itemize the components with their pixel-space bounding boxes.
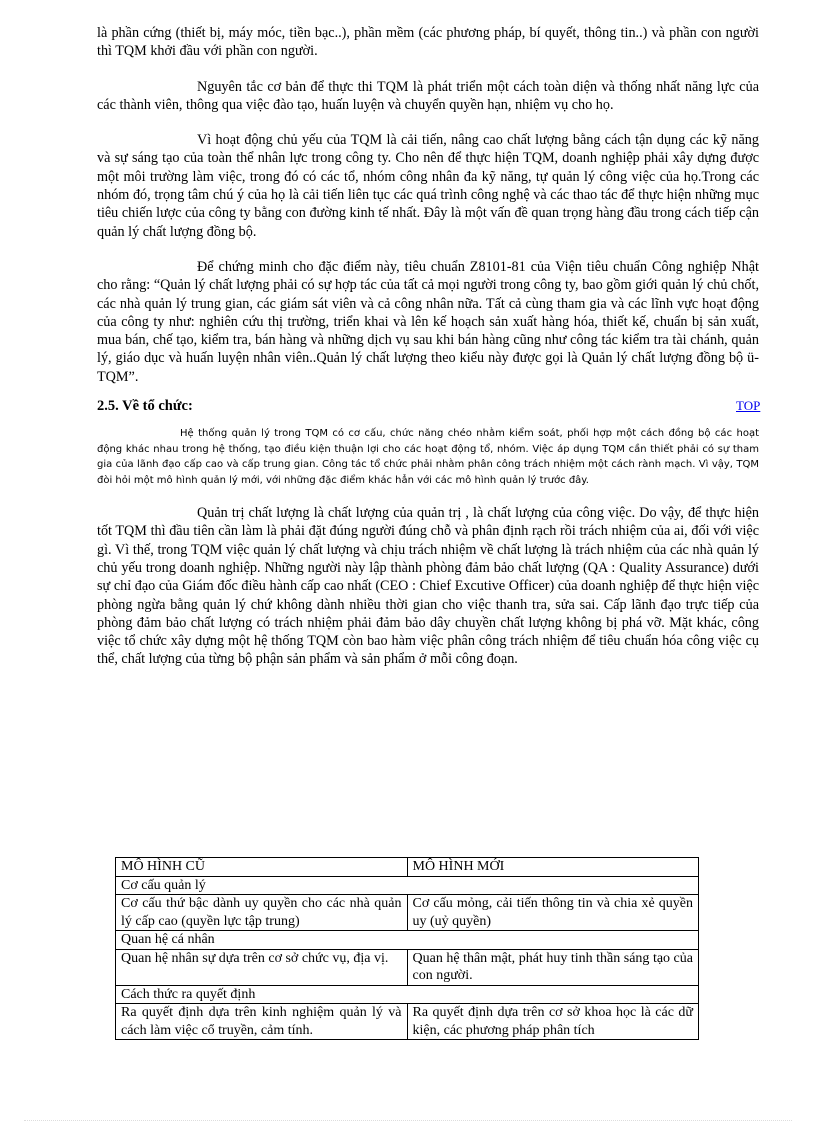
model-comparison-table — [115, 857, 699, 1040]
table-row — [116, 895, 699, 931]
table-cell-new: Ra quyết định dựa trên cơ sở khoa học là các dữ kiện, các phương pháp phân tích — [407, 1004, 699, 1040]
paragraph-quality-management: Quản trị chất lượng là chất lượng của quản trị , là chất lượng của công việc. Do vậy, để thực hiện tốt TQM thì đầu tiên cần làm là phải đặt đúng người đúng chỗ và phân định rạch rồi trách nhiệm của ai, đối với việc gì. Vì thế, trong TQM việc quản lý chất lượng và chịu trách nhiệm về chất lượng là trách nhiệm của các nhà quản lý chủ yếu trong doanh nghiệp. Những người này lập thành phòng đảm bảo chất lượng (QA : Quality Assurance) dưới sự chỉ đạo của Giám đốc điều hành cấp cao nhất (CEO : Chief Excutive Officer) của doanh nghiệp để thực hiện việc phòng ngừa bằng quản lý chứ không dành nhiều thời gian cho việc thanh tra, sửa sai. Cấp lãnh đạo trực tiếp của phòng đảm bảo chất lượng có trách nhiệm phải đảm bảo dây chuyền chất lượng không bị phá vỡ. Mặt khác, công việc tổ chức xây dựng một hệ thống TQM còn bao hàm việc phân công trách nhiệm để tiêu chuẩn hóa công việc cụ thể, chất lượng của từng bộ phận sản phẩm và sản phẩm ở mỗi công đoạn. — [97, 505, 759, 668]
paragraph-jis-standard: Để chứng minh cho đặc điểm này, tiêu chuẩn Z8101-81 của Viện tiêu chuẩn Công nghiệp Nhật cho rằng: “Quản lý chất lượng phải có sự hợp tác của tất cả mọi người trong công ty, bao gồm giới quản lý chủ chốt, các nhà quản lý trung gian, các giám sát viên và cả công nhân nữa. Tất cả cùng tham gia và các lĩnh vực hoạt động của công ty như: nghiên cứu thị trường, triển khai và lên kế hoạch sản xuất hàng hóa, thiết kế, chuẩn bị sản xuất, mua bán, chế tạo, kiểm tra, bán hàng và những dịch vụ sau khi bán hàng cũng như công tác kiểm tra tài chánh, quản lý, giáo dục và huấn luyện nhân viên..Quản lý chất lượng theo kiểu này được gọi là Quản lý chất lượng đồng bộ ü-TQM”. — [97, 258, 759, 385]
table-group-title: Cách thức ra quyết định — [116, 985, 699, 1004]
table-group-row — [116, 876, 699, 895]
table-header-old: MÔ HÌNH CŨ — [116, 858, 408, 877]
table-row — [116, 1004, 699, 1040]
paragraph-improvement: Vì hoạt động chủ yếu của TQM là cải tiến, nâng cao chất lượng bằng cách tận dụng các kỹ năng và sự sáng tạo của toàn thể nhân lực trong công ty. Cho nên để thực hiện TQM, doanh nghiệp phải xây dựng được một môi trường làm việc, trong đó có các tổ, nhóm công nhân đa kỹ năng, tự quản lý công việc của họ.Trong các nhóm đó, trọng tâm chú ý của họ là cải tiến liên tục các quá trình công nghệ và các thao tác để thực hiện những mục tiêu chiến lược của công ty bằng con đường kinh tế nhất. Đây là một vấn đề quan trọng hàng đầu trong cách tiếp cận quản lý chất lượng đồng bộ. — [97, 132, 759, 240]
table-cell-old: Cơ cấu thứ bậc dành uy quyền cho các nhà quản lý cấp cao (quyền lực tập trung) — [116, 895, 408, 931]
top-link[interactable]: TOP — [736, 398, 761, 414]
table-header-new: MÔ HÌNH MỚI — [407, 858, 699, 877]
section-heading-row — [97, 398, 759, 420]
table-group-title: Cơ cấu quản lý — [116, 876, 699, 895]
table-cell-new: Cơ cấu mỏng, cải tiến thông tin và chia xẻ quyền uy (uỷ quyền) — [407, 895, 699, 931]
table-group-row — [116, 985, 699, 1004]
paragraph-organization-small: Hệ thống quản lý trong TQM có cơ cấu, chức năng chéo nhằm kiểm soát, phối hợp một cách đồng bộ các hoạt động khác nhau trong hệ thống, tạo điều kiện thuận lợi cho các hoạt động tổ, nhóm. Việc áp dụng TQM cần thiết phải có sự tham gia của lãnh đạo cấp cao và cấp trung gian. Công tác tổ chức phải nhằm phân công trách nhiệm một cách rành mạch. Vì vậy, TQM đòi hỏi một mô hình quản lý mới, với những đặc điểm khác hẳn với các mô hình quản lý trước đây. — [97, 428, 759, 486]
table-row — [116, 949, 699, 985]
table-group-row — [116, 931, 699, 950]
page-bottom-divider — [24, 1120, 792, 1121]
document-page — [97, 24, 759, 669]
table-header-row — [116, 858, 699, 877]
paragraph-intro-continuation: là phần cứng (thiết bị, máy móc, tiền bạc..), phần mềm (các phương pháp, bí quyết, thông tin..) và phần con người thì TQM khởi đầu với phần con người. — [97, 25, 759, 60]
table-cell-new: Quan hệ thân mật, phát huy tinh thần sáng tạo của con người. — [407, 949, 699, 985]
table-cell-old: Quan hệ nhân sự dựa trên cơ sở chức vụ, địa vị. — [116, 949, 408, 985]
paragraph-principle: Nguyên tắc cơ bản để thực thi TQM là phát triển một cách toàn diện và thống nhất năng lực của các thành viên, thông qua việc đào tạo, huấn luyện và chuyển quyền hạn, nhiệm vụ cho họ. — [97, 78, 759, 113]
table-group-title: Quan hệ cá nhân — [116, 931, 699, 950]
table-cell-old: Ra quyết định dựa trên kinh nghiệm quản lý và cách làm việc cổ truyền, cảm tính. — [116, 1004, 408, 1040]
section-heading: 2.5. Về tổ chức: — [97, 398, 193, 415]
